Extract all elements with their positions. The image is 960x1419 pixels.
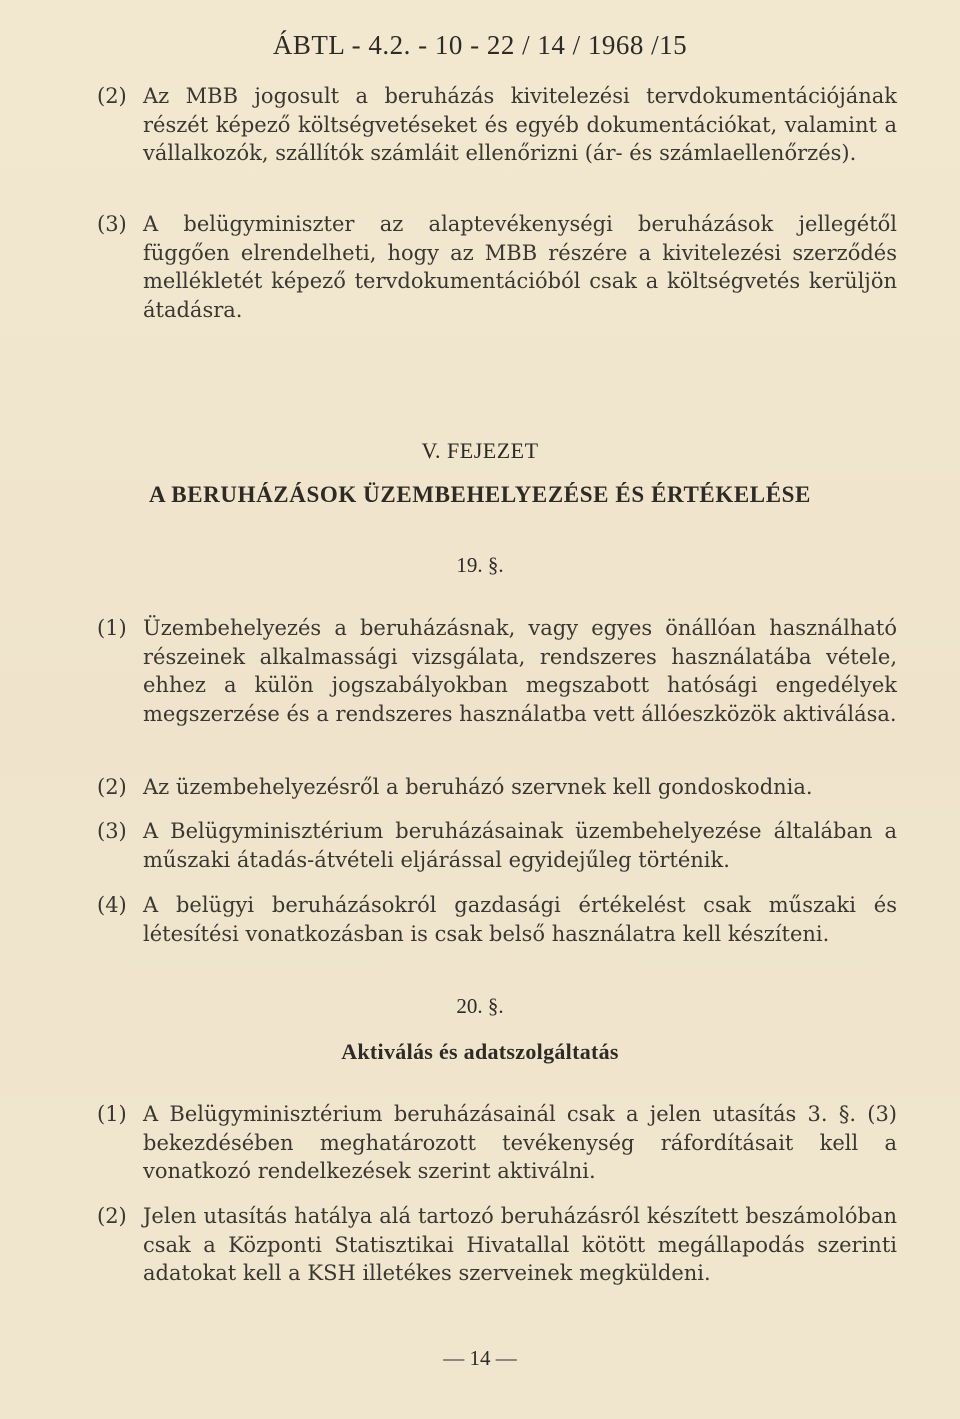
paragraph-number: (2): [97, 1204, 127, 1228]
paragraph-number: (3): [97, 212, 127, 236]
section-19-paragraph-3: [97, 817, 897, 874]
paragraph-text: Az üzembehelyezésről a beruházó szervnek kell gondoskodnia.: [143, 775, 813, 799]
section-19-paragraph-4: [97, 891, 897, 948]
paragraph-text: Jelen utasítás hatálya alá tartozó beruházásról készített beszámolóban csak a Központi Statisztikai Hivatallal kötött megállapodás szerinti adatokat kell a KSH illetékes szerveinek megküldeni.: [143, 1204, 897, 1286]
paragraph-number: (2): [97, 775, 127, 799]
page-number: — 14 —: [443, 1346, 517, 1370]
paragraph-number: (4): [97, 893, 127, 917]
paragraph-text: A Belügyminisztérium beruházásainál csak a jelen utasítás 3. §. (3) bekezdésében meghatározott tevékenység ráfordításait kell a vonatkozó rendelkezések szerint aktiválni.: [143, 1102, 897, 1184]
paragraph-number: (1): [97, 1102, 127, 1126]
paragraph-3-top: [97, 210, 897, 324]
paragraph-text: A Belügyminisztérium beruházásainak üzembehelyezése általában a műszaki átadás-átvételi eljárással egyidejűleg történik.: [143, 819, 897, 872]
chapter-title: A BERUHÁZÁSOK ÜZEMBEHELYEZÉSE ÉS ÉRTÉKELÉSE: [149, 482, 811, 507]
section-20-paragraph-1: [97, 1100, 897, 1186]
section-20-heading: 20. §.: [456, 994, 504, 1018]
paragraph-text: A belügyminiszter az alaptevékenységi beruházások jellegétől függően elrendelheti, hogy az MBB részére a kivitelezési szerződés mellékletét képező tervdokumentációból csak a költségvetés kerüljön átadásra.: [143, 212, 897, 322]
paragraph-text: A belügyi beruházásokról gazdasági értékelést csak műszaki és létesítési vonatkozásban is csak belső használatra kell készíteni.: [143, 893, 897, 946]
section-19-paragraph-1: [97, 614, 897, 728]
paragraph-2-top: [97, 82, 897, 168]
chapter-number: V. FEJEZET: [421, 438, 539, 463]
paragraph-number: (2): [97, 84, 127, 108]
section-20-paragraph-2: [97, 1202, 897, 1288]
section-20-title: Aktiválás és adatszolgáltatás: [341, 1039, 619, 1064]
paragraph-text: Üzembehelyezés a beruházásnak, vagy egyes önállóan használható részeinek alkalmassági vizsgálata, rendszeres használatába vétele, ehhez a külön jogszabályokban megszabott hatósági engedélyek megszerzése és a rendszeres használatba vett állóeszközök aktiválása.: [143, 616, 897, 726]
archive-reference-header: ÁBTL - 4.2. - 10 - 22 / 14 / 1968 /15: [272, 30, 688, 60]
section-19-paragraph-2: [97, 773, 897, 802]
paragraph-number: (3): [97, 819, 127, 843]
paragraph-text: Az MBB jogosult a beruházás kivitelezési tervdokumentációjának részét képező költségvetéseket és egyéb dokumentációkat, valamint a vállalkozók, szállítók számláit ellenőrizni (ár- és számlaellenőrzés).: [143, 84, 897, 166]
section-19-heading: 19. §.: [456, 553, 504, 577]
paragraph-number: (1): [97, 616, 127, 640]
